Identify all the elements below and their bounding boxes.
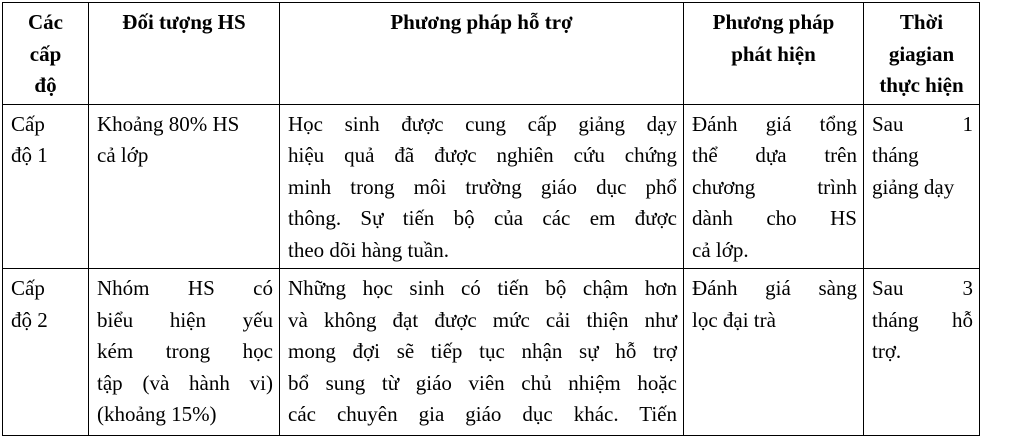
cell-line: (khoảng 15%) (97, 402, 217, 426)
cell-line: tháng (872, 143, 919, 167)
cell-line: dành cho HS (692, 206, 857, 230)
cell-line: trợ. (872, 339, 902, 363)
cell-line: độ 1 (11, 143, 48, 167)
header-row (3, 3, 980, 105)
header-target (89, 3, 280, 105)
header-detection-line: phát hiện (731, 41, 816, 66)
cell-detection (684, 104, 864, 269)
header-level (3, 3, 89, 105)
cell-line: giảng dạy (872, 174, 955, 199)
cell-level (3, 104, 89, 269)
cell-time (864, 104, 980, 269)
cell-line: mong đợi sẽ tiếp tục nhận sự hỗ trợ (288, 339, 677, 363)
cell-line: thể dựa trên (692, 143, 857, 167)
cell-line: minh trong môi trường giáo dục phổ (288, 174, 677, 199)
cell-line: Cấp (11, 276, 45, 300)
header-time-line: thực hiện (879, 73, 964, 97)
cell-line: và không đạt được mức cải thiện như (288, 307, 677, 332)
cell-line: các chuyên gia giáo dục khác. Tiến (288, 402, 677, 426)
cell-line: lọc đại trà (692, 307, 776, 332)
cell-line: cả lớp. (692, 237, 749, 262)
table-row (3, 104, 980, 269)
cell-line: tháng hỗ (872, 307, 973, 332)
cell-line: Học sinh được cung cấp giảng dạy (288, 111, 677, 136)
table-row (3, 269, 980, 436)
header-time (864, 3, 980, 105)
cell-line: Sau 3 (872, 276, 973, 300)
cell-line: Khoảng 80% HS (97, 111, 240, 136)
cell-method (280, 269, 684, 436)
header-time-line: Thời (899, 10, 944, 34)
cell-line: chương trình (692, 174, 857, 199)
header-level-line: cấp (29, 41, 62, 66)
cell-target (89, 269, 280, 436)
cell-line: độ 2 (11, 307, 48, 332)
cell-line: Sau 1 (872, 111, 973, 136)
header-level-line: Các (28, 10, 63, 34)
cell-line: Những học sinh có tiến bộ chậm hơn (288, 276, 677, 300)
cell-line: tập (và hành vi) (97, 370, 273, 395)
support-levels-table (2, 2, 980, 436)
cell-detection (684, 269, 864, 436)
cell-line: Đánh giá tổng (692, 111, 857, 136)
cell-level (3, 269, 89, 436)
cell-line: kém trong học (97, 339, 273, 363)
cell-line: hiệu quả đã được nghiên cứu chứng (288, 143, 677, 167)
cell-line: biểu hiện yếu (97, 307, 273, 332)
cell-line: bổ sung từ giáo viên chủ nhiệm hoặc (288, 370, 677, 395)
cell-time (864, 269, 980, 436)
header-level-line: độ (34, 73, 57, 97)
header-target-text: Đối tượng HS (122, 10, 246, 34)
header-method-text: Phương pháp hỗ trợ (390, 10, 573, 34)
header-time-line: giagian (888, 41, 955, 66)
header-detection (684, 3, 864, 105)
cell-method (280, 104, 684, 269)
cell-line: Cấp (11, 111, 45, 136)
header-method (280, 3, 684, 105)
cell-line: Nhóm HS có (97, 276, 273, 300)
cell-line: Đánh giá sàng (692, 276, 857, 300)
cell-line: cả lớp (97, 143, 149, 167)
cell-line: theo dõi hàng tuần. (288, 237, 449, 262)
cell-line: thông. Sự tiến bộ của các em được (288, 206, 677, 230)
cell-target (89, 104, 280, 269)
header-detection-line: Phương pháp (712, 10, 835, 34)
